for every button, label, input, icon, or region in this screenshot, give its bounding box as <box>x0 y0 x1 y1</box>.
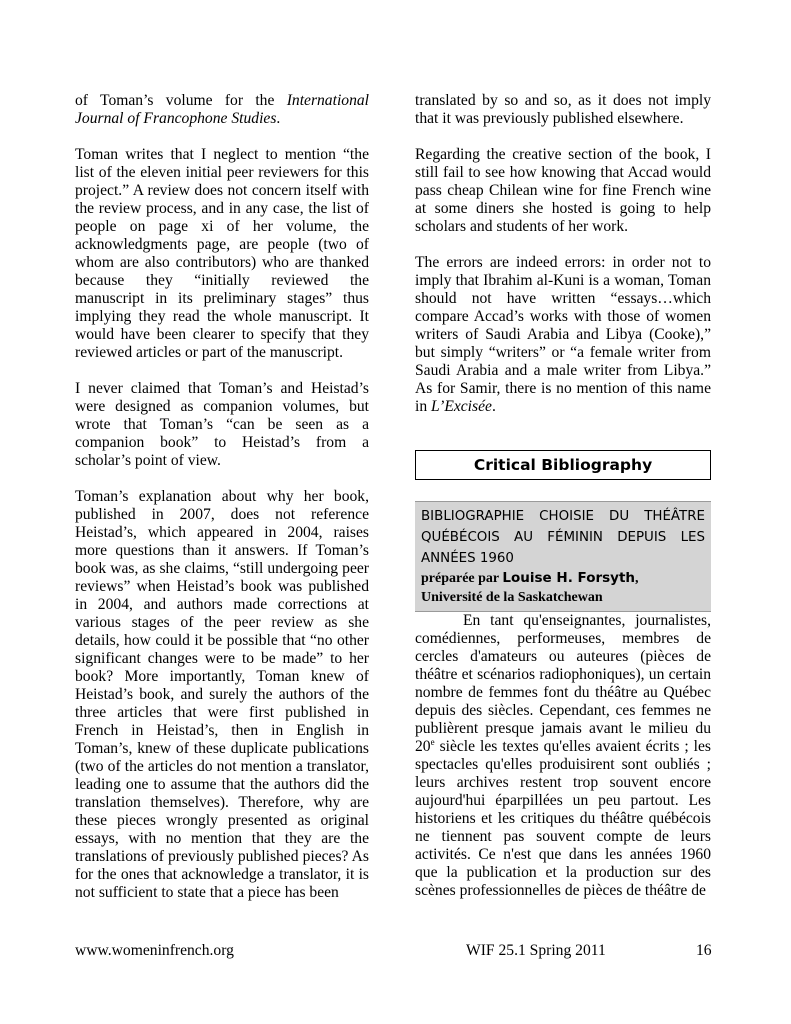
author-suffix: , <box>635 571 639 586</box>
left-column <box>75 92 369 902</box>
paragraph <box>75 92 369 128</box>
author-name: Louise H. Forsyth <box>502 570 636 586</box>
paragraph-text: The errors are indeed errors: in order not to imply that Ibrahim al-Kuni is a woman, Toman should not have written “essays…which compare Accad’s works with those of women writers of Saudi Arabia and Libya (Cooke),” but simply “writers” or “a female writer from Saudi Arabia and a male writer from Libya.” As for Samir, there is no mention of this name in <box>415 254 711 415</box>
paragraph <box>415 612 711 900</box>
page-number: 16 <box>696 942 712 959</box>
paragraph: translated by so and so, as it does not imply that it was previously published elsewhere. <box>415 92 711 127</box>
paragraph: Toman’s explanation about why her book, published in 2007, does not reference Heistad’s, which appeared in 2004, raises more questions than it answers. If Toman’s book was, as she claims, “still undergoing peer reviews” when Heistad’s book was published in 2004, and authors made corrections at various stages of the peer review as she details, how could it be possible that “no other significant changes were to be made” to her book? More importantly, Toman knew of Heistad’s book, and surely the authors of the three articles that were first published in French in Heistad’s, then in English in Toman’s, knew of these duplicate publications (two of the articles do not mention a translator, leading one to assume that the authors did the translation themselves). Therefore, why are these pieces wrongly presented as original essays, with no mention that they are the translations of previously published pieces? As for the ones that acknowledge a translator, it is not sufficient to state that a piece has been <box>75 488 369 901</box>
prepared-by-label: préparée par <box>421 571 503 586</box>
bibliography-header-box <box>415 501 711 612</box>
superscript: e <box>430 737 435 747</box>
footer-url: www.womeninfrench.org <box>75 942 234 959</box>
paragraph: Regarding the creative section of the book, I still fail to see how knowing that Accad would pass cheap Chilean wine for fine French wine at some diners she hosted is going to help scholars and students of her work. <box>415 146 711 235</box>
journal-title: International Journal of Francophone Studies <box>75 92 369 127</box>
paragraph-text: . <box>491 398 496 415</box>
footer-issue: WIF 25.1 Spring 2011 <box>466 942 606 959</box>
paragraph: I never claimed that Toman’s and Heistad’s were designed as companion volumes, but wrote that Toman’s “can be seen as a companion book” to Heistad’s from a scholar’s point of view. <box>75 380 369 469</box>
bibliography-heading: BIBLIOGRAPHIE CHOISIE DU THÉÂTRE QUÉBÉCOIS AU FÉMININ DEPUIS LES ANNÉES 1960 <box>421 509 705 566</box>
affiliation: Université de la Saskatchewan <box>421 590 603 605</box>
right-column <box>415 92 711 900</box>
paragraph-text: . <box>276 110 281 127</box>
prepared-by-line <box>421 569 705 588</box>
book-title: L’Excisée <box>431 398 492 415</box>
section-title: Critical Bibliography <box>415 450 711 480</box>
paragraph-text: of Toman’s volume for the <box>75 92 287 109</box>
paragraph <box>415 254 711 416</box>
paragraph: Toman writes that I neglect to mention “the list of the eleven initial peer reviewers for this project.” A review does not concern itself with the review process, and in any case, the list of people on page xi of her volume, the acknowledgments page, are people (two of whom are also contributors) who are thanked because they “initially reviewed the manuscript in its preliminary stages” thus implying they read the whole manuscript. It would have been clearer to specify that they reviewed articles or part of the manuscript. <box>75 146 369 361</box>
paragraph-text: siècle les textes qu'elles avaient écrits ; les spectacles qu'elles produisirent sont oubliés ; leurs archives restent trop souvent encore aujourd'hui éparpillées un peu partout. Les historiens et les critiques du théâtre québécois ne tiennent pas souvent compte de leurs activités. Ce n'est que dans les années 1960 que la publication et la production sur des scènes professionnelles de pièces de théâtre de <box>415 738 711 899</box>
paragraph-text: En tant qu'enseignantes, journalistes, comédiennes, performeuses, membres de cercles d'amateurs ou auteures (pièces de théâtre et scénarios radiophoniques), un certain nombre de femmes font du théâtre au Québec depuis des siècles. Cependant, ces femmes ne publièrent presque jamais avant le milieu du 20 <box>415 612 711 755</box>
